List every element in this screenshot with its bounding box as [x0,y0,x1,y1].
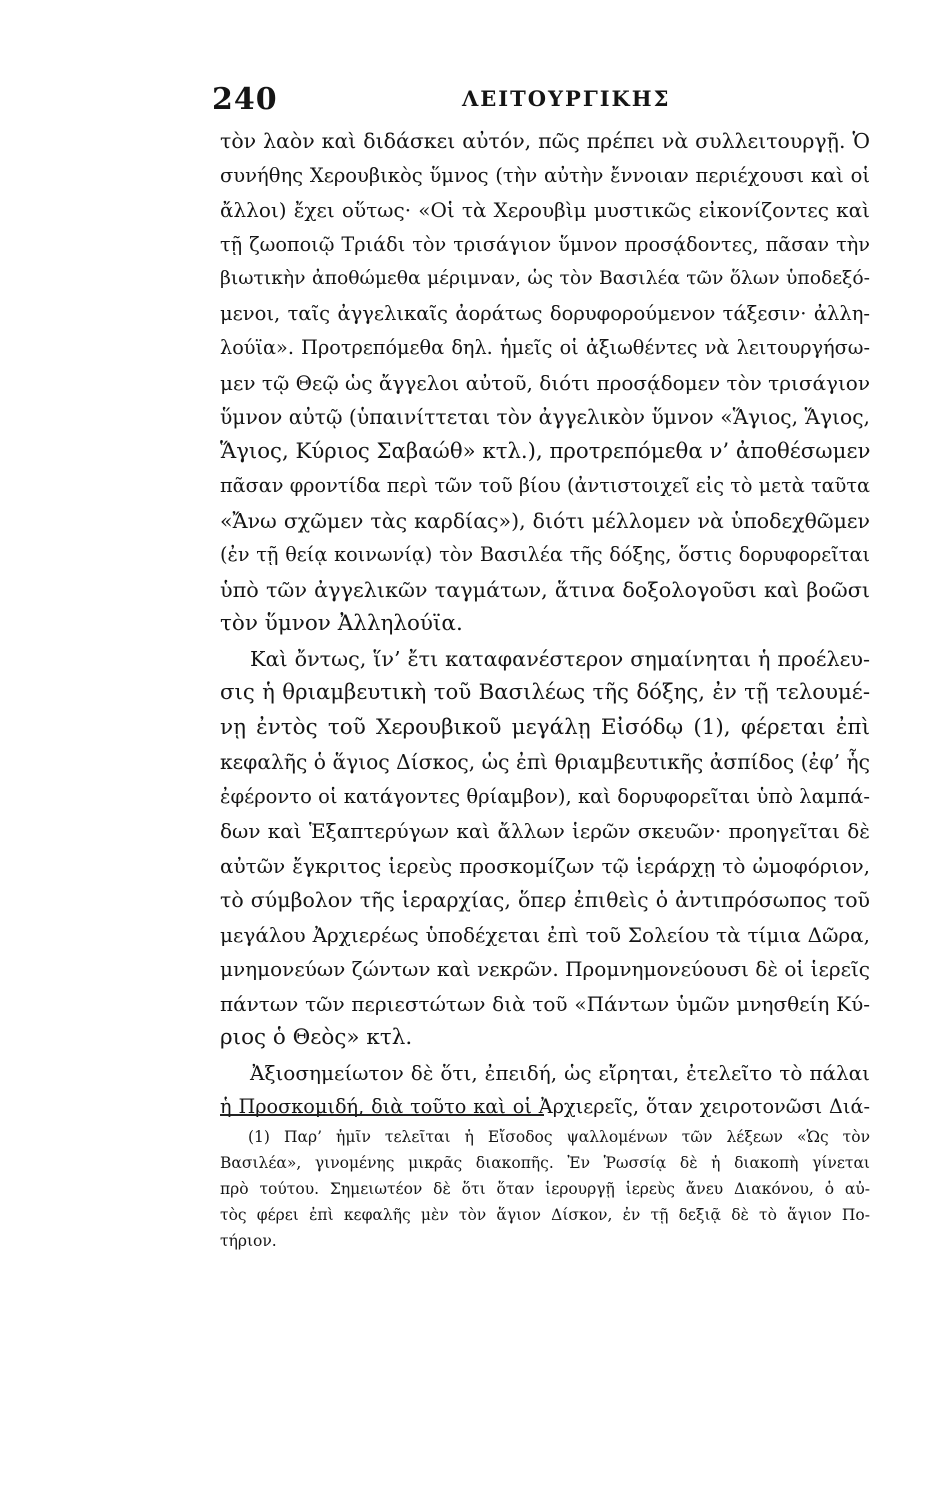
body-line: νῃ ἐντὸς τοῦ Χερουβικοῦ μεγάλῃ Εἰσόδῳ (1), φέρεται ἐπὶ [220,714,870,740]
body-line: ἐφέροντο οἱ κατάγοντες θρίαμβον), καὶ δορυφορεῖται ὑπὸ λαμπά- [220,784,870,808]
body-line: λούϊα». Προτρεπόμεθα δηλ. ἡμεῖς οἱ ἀξιωθέντες νὰ λειτουργήσω- [220,336,870,359]
footnote-line: πρὸ τούτου. Σημειωτέον δὲ ὅτι ὅταν ἱερουργῇ ἱερεὺς ἄνευ Διακόνου, ὁ αὐ- [220,1180,870,1198]
footnote-line: τὸς φέρει ἐπὶ κεφαλῆς μὲν τὸν ἅγιον Δίσκον, ἐν τῇ δεξιᾷ δὲ τὸ ἅγιον Πο- [220,1206,870,1224]
footnote-line: Βασιλέα», γινομένης μικρᾶς διακοπῆς. Ἐν Ῥωσσίᾳ δὲ ἡ διακοπὴ γίνεται [220,1154,870,1172]
footnote-line: (1) Παρ’ ἡμῖν τελεῖται ἡ Εἴσοδος ψαλλομένων τῶν λέξεων «Ὡς τὸν [248,1128,870,1146]
body-line: σις ἡ θριαμβευτικὴ τοῦ Βασιλέως τῆς δόξης, ἐν τῇ τελουμέ- [220,680,870,705]
footnote-line: τήριον. [220,1232,277,1250]
body-line: Καὶ ὄντως, ἵν’ ἔτι καταφανέστερον σημαίνηται ἡ προέλευ- [250,646,870,671]
running-head: ΛΕΙΤΟΥΡΓΙΚΗΣ [462,86,671,111]
footnotes [220,1124,870,1254]
body-line: ριος ὁ Θεὸς» κτλ. [220,1025,413,1050]
body-line: μεν τῷ Θεῷ ὡς ἄγγελοι αὐτοῦ, διότι προσᾴδομεν τὸν τρισάγιον [220,370,870,395]
body-line: μενοι, ταῖς ἀγγελικαῖς ἀοράτως δορυφορούμενον τάξεσιν· ἀλλη- [220,301,870,325]
body-line: Ἅγιος, Κύριος Σαβαώθ» κτλ.), προτρεπόμεθα ν’ ἀποθέσωμεν [220,438,871,464]
body-line: τὸν ὕμνον Ἀλληλούϊα. [220,611,463,636]
body-line: ὕμνον αὐτῷ (ὑπαινίττεται τὸν ἀγγελικὸν ὕμνον «Ἅγιος, Ἅγιος, [220,405,870,429]
page-number: 240 [212,82,278,117]
body-line: μνημονεύων ζώντων καὶ νεκρῶν. Προμνημονεύουσι δὲ οἱ ἱερεῖς [220,957,870,981]
body-line: βιωτικὴν ἀποθώμεθα μέριμναν, ὡς τὸν Βασιλέα τῶν ὅλων ὑποδεξό- [220,268,870,289]
body-line: ἄλλοι) ἔχει οὕτως· «Οἱ τὰ Χερουβὶμ μυστικῶς εἰκονίζοντες καὶ [220,198,870,222]
body-line: τῇ ζωοποιῷ Τριάδι τὸν τρισάγιον ὕμνον προσᾴδοντες, πᾶσαν τὴν [220,232,870,256]
footnote-rule [220,1114,544,1116]
body-line: αὐτῶν ἔγκριτος ἱερεὺς προσκομίζων τῷ ἱεράρχῃ τὸ ὠμοφόριον, [220,853,870,878]
body-line: συνήθης Χερουβικὸς ὕμνος (τὴν αὐτὴν ἔννοιαν περιέχουσι καὶ οἱ [220,163,870,187]
body-line: πᾶσαν φροντίδα περὶ τῶν τοῦ βίου (ἀντιστοιχεῖ εἰς τὸ μετὰ ταῦτα [220,474,870,497]
body-line: ὑπὸ τῶν ἀγγελικῶν ταγμάτων, ἅτινα δοξολογοῦσι καὶ βοῶσι [220,577,870,602]
body-line: μεγάλου Ἀρχιερέως ὑποδέχεται ἐπὶ τοῦ Σολείου τὰ τίμια Δῶρα, [220,922,870,947]
body-text [220,124,870,1125]
body-line: Ἀξιοσημείωτον δὲ ὅτι, ἐπειδή, ὡς εἴρηται, ἐτελεῖτο τὸ πάλαι [250,1060,870,1085]
body-line: τὸν λαὸν καὶ διδάσκει αὐτόν, πῶς πρέπει νὰ συλλειτουργῇ. Ὁ [220,129,870,153]
body-line: ἡ Προσκομιδή, διὰ τοῦτο καὶ οἱ Ἀρχιερεῖς, ὅταν χειροτονῶσι Διά- [220,1095,870,1118]
body-line: δων καὶ Ἑξαπτερύγων καὶ ἄλλων ἱερῶν σκευῶν· προηγεῖται δὲ [220,819,870,843]
page-header [212,82,872,122]
body-line: πάντων τῶν περιεστώτων διὰ τοῦ «Πάντων ὑμῶν μνησθείη Κύ- [220,991,870,1016]
body-line: τὸ σύμβολον τῆς ἱεραρχίας, ὅπερ ἐπιθεὶς ὁ ἀντιπρόσωπος τοῦ [220,888,870,912]
body-line: «Ἄνω σχῶμεν τὰς καρδίας»), διότι μέλλομεν νὰ ὑποδεχθῶμεν [220,508,870,533]
body-line: (ἐν τῇ θείᾳ κοινωνίᾳ) τὸν Βασιλέα τῆς δόξης, ὅστις δορυφορεῖται [220,543,870,566]
body-line: κεφαλῆς ὁ ἅγιος Δίσκος, ὡς ἐπὶ θριαμβευτικῆς ἀσπίδος (ἐφ’ ἧς [220,750,870,774]
